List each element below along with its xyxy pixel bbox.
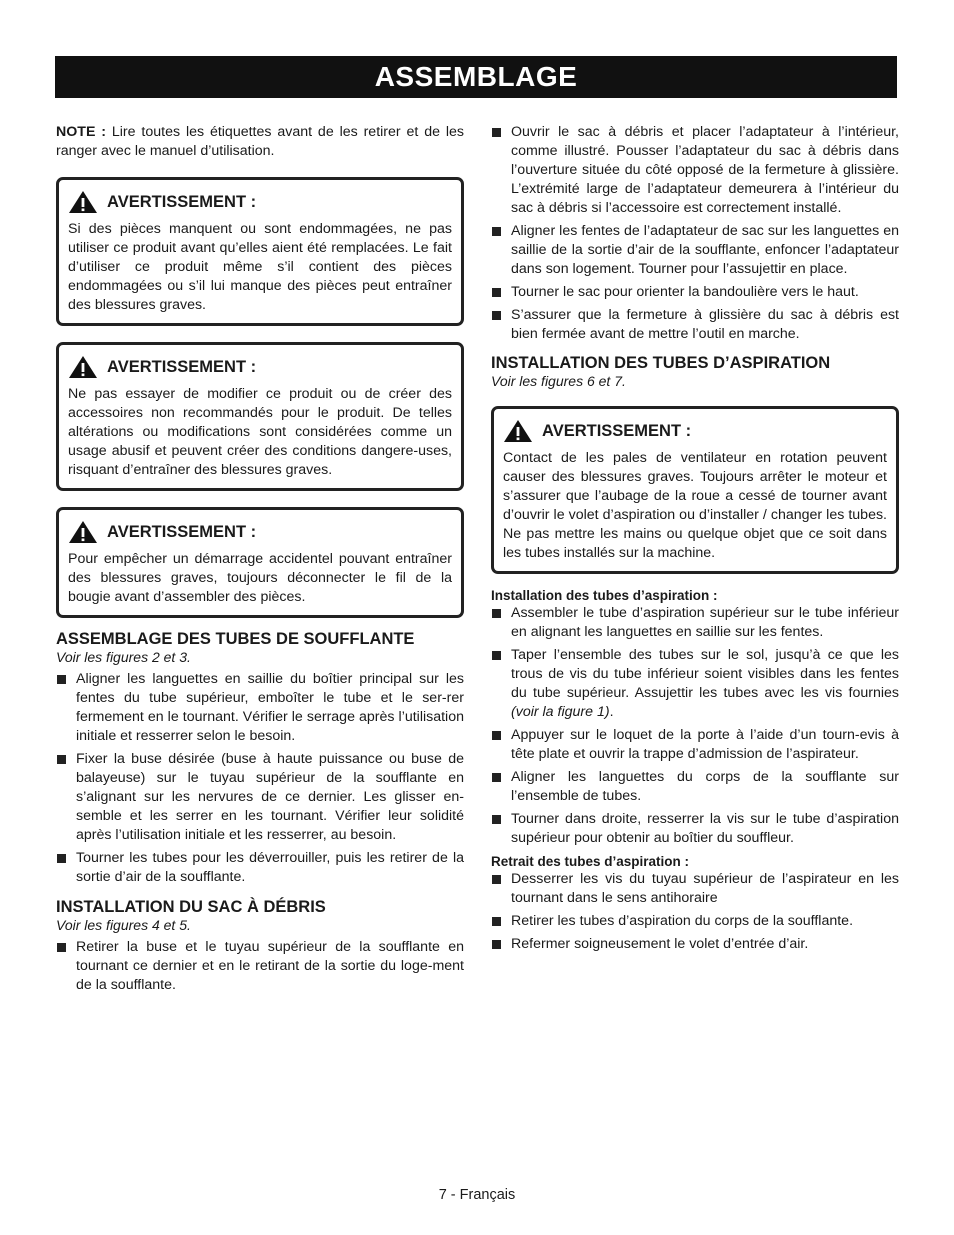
warning-box-1: [56, 177, 464, 326]
warning-icon: [68, 190, 98, 214]
warning-text: Ne pas essayer de modifier ce produit ou de créer des accessoires non recommandés pour le produit. De telles altérations ou modifications sont considérées comme un usage abusif et peuvent créer des conditions dangere-uses, risquant d’entraîner des blessures graves.: [68, 386, 452, 478]
remove-list: [491, 870, 899, 954]
warning-icon: [68, 355, 98, 379]
warning-icon: [503, 419, 533, 443]
bullet-square-icon: [57, 755, 66, 764]
warning-box-4: [491, 406, 899, 574]
bullet-square-icon: [57, 675, 66, 684]
warning-title: AVERTISSEMENT :: [542, 421, 692, 440]
figure-reference: Voir les figures 6 et 7.: [491, 373, 626, 389]
bullet-square-icon: [492, 917, 501, 926]
subheading-remove: Retrait des tubes d’aspiration :: [491, 854, 690, 869]
page-footer: 7 - Français: [438, 1187, 516, 1203]
list-item: Ouvrir le sac à débris et placer l’adaptateur à l’intérieur, comme illustré. Pousser l’adaptateur du sac à débris dans l’ouverture située du côté opposé de la fermeture à glissière. L’extrémité large de l’adaptateur demeurera à l’intérieur du sac à débris si l’accessoire est correctement installé.: [491, 123, 899, 218]
bullet-square-icon: [57, 943, 66, 952]
bullet-square-icon: [492, 875, 501, 884]
list-item: Tourner le sac pour orienter la bandoulière vers le haut.: [491, 283, 899, 302]
warning-title: AVERTISSEMENT :: [107, 192, 257, 211]
blower-tubes-list: [56, 670, 464, 887]
list-item: Aligner les languettes du corps de la soufflante sur l’ensemble de tubes.: [491, 768, 899, 806]
bullet-square-icon: [492, 227, 501, 236]
warning-text: Si des pièces manquent ou sont endommagées, ne pas utiliser ce produit avant qu’elles aient été remplacées. Le fait d’utiliser ce produit même s’il contient des pièces endommagées ou s’il lui manque des pièces peut entraîner des blessures graves.: [68, 221, 452, 313]
warning-title: AVERTISSEMENT :: [107, 357, 257, 376]
list-item: Retirer la buse et le tuyau supérieur de la soufflante en tournant ce dernier et en le retirant de la sortie du loge-ment de la soufflante.: [56, 938, 464, 995]
bullet-square-icon: [492, 651, 501, 660]
warning-box-2: [56, 342, 464, 491]
section-heading-debris-bag: INSTALLATION DU SAC À DÉBRIS: [56, 898, 326, 916]
bullet-square-icon: [57, 854, 66, 863]
left-column: [56, 123, 464, 999]
bullet-square-icon: [492, 940, 501, 949]
warning-icon: [68, 520, 98, 544]
right-column: [491, 123, 899, 958]
figure-reference-inline: (voir la figure 1): [511, 704, 610, 720]
bullet-square-icon: [492, 311, 501, 320]
warning-text: Pour empêcher un démarrage accidentel pouvant entraîner des blessures graves, toujours déconnecter le fil de la bougie avant d’assembler des pièces.: [68, 551, 452, 605]
debris-bag-steps: [491, 123, 899, 344]
install-list: [491, 604, 899, 848]
note-text: Lire toutes les étiquettes avant de les retirer et de les ranger avec le manuel d’utilisation.: [56, 124, 465, 159]
figure-reference: Voir les figures 4 et 5.: [56, 917, 191, 933]
page-banner: ASSEMBLAGE: [55, 56, 897, 98]
bullet-square-icon: [492, 609, 501, 618]
list-item: Tourner les tubes pour les déverrouiller, puis les retirer de la sortie d’air de la soufflante.: [56, 849, 464, 887]
list-item: Retirer les tubes d’aspiration du corps de la soufflante.: [491, 912, 899, 931]
bullet-square-icon: [492, 731, 501, 740]
bullet-square-icon: [492, 288, 501, 297]
section-heading-blower-tubes: ASSEMBLAGE DES TUBES DE SOUFFLANTE: [56, 630, 415, 648]
bullet-square-icon: [492, 128, 501, 137]
list-item: Refermer soigneusement le volet d’entrée d’air.: [491, 935, 899, 954]
subheading-install: Installation des tubes d’aspiration :: [491, 588, 718, 603]
bullet-square-icon: [492, 773, 501, 782]
warning-box-3: [56, 507, 464, 618]
section-heading-vacuum-tubes: INSTALLATION DES TUBES D’ASPIRATION: [491, 354, 831, 372]
list-item: Assembler le tube d’aspiration supérieur sur le tube inférieur en alignant les languettes en saillie sur les fentes.: [491, 604, 899, 642]
list-item: Aligner les languettes en saillie du boîtier principal sur les fentes du tube supérieur, emboîter le tube et le ser-rer fermement en le tournant. Vérifier le serrage après l’utilisation initiale et resserrer selon le besoin.: [56, 670, 464, 746]
list-item: Taper l’ensemble des tubes sur le sol, jusqu’à ce que les trous de vis du tube inférieur soient visibles dans les fentes du tube supérieur. Assujettir les tubes avec les vis fournies (voir la figure 1).: [491, 646, 899, 722]
warning-text: Contact de les pales de ventilateur en rotation peuvent causer des blessures graves. Toujours arrêter le moteur et s’assurer que l’aubage de la roue a cessé de tourner avant d’ouvrir le volet d’aspiration ou d’installer / changer les tubes. Ne pas mettre les mains ou quelque objet que ce soit dans les tubes installés sur la machine.: [503, 450, 887, 561]
warning-title: AVERTISSEMENT :: [107, 522, 257, 541]
list-item: S’assurer que la fermeture à glissière du sac à débris est bien fermée avant de mettre l’outil en marche.: [491, 306, 899, 344]
debris-bag-list: [56, 938, 464, 995]
list-item: Appuyer sur le loquet de la porte à l’aide d’un tourn-evis à tête plate et ouvrir la trappe d’admission de l’aspirateur.: [491, 726, 899, 764]
bullet-square-icon: [492, 815, 501, 824]
list-item: Aligner les fentes de l’adaptateur de sac sur les languettes en saillie de la sortie d’air de la soufflante, enfoncer l’adaptateur dans son logement. Tourner pour l’assujettir en place.: [491, 222, 899, 279]
list-item: Desserrer les vis du tuyau supérieur de l’aspirateur en les tournant dans le sens antihoraire: [491, 870, 899, 908]
list-item: Fixer la buse désirée (buse à haute puissance ou buse de balayeuse) sur le tuyau supérieur de la soufflante en s’alignant sur les nervures de ce dernier. Les glisser en-semble et les serrer en les tournant. Vérifier leur solidité après l’utilisation initiale et les resserrer, au besoin.: [56, 750, 464, 845]
figure-reference: Voir les figures 2 et 3.: [56, 649, 191, 665]
note-label: NOTE :: [56, 124, 107, 140]
note-paragraph: [56, 123, 464, 161]
list-item: Tourner dans droite, resserrer la vis sur le tube d’aspiration supérieur pour obtenir au boîtier du souffleur.: [491, 810, 899, 848]
